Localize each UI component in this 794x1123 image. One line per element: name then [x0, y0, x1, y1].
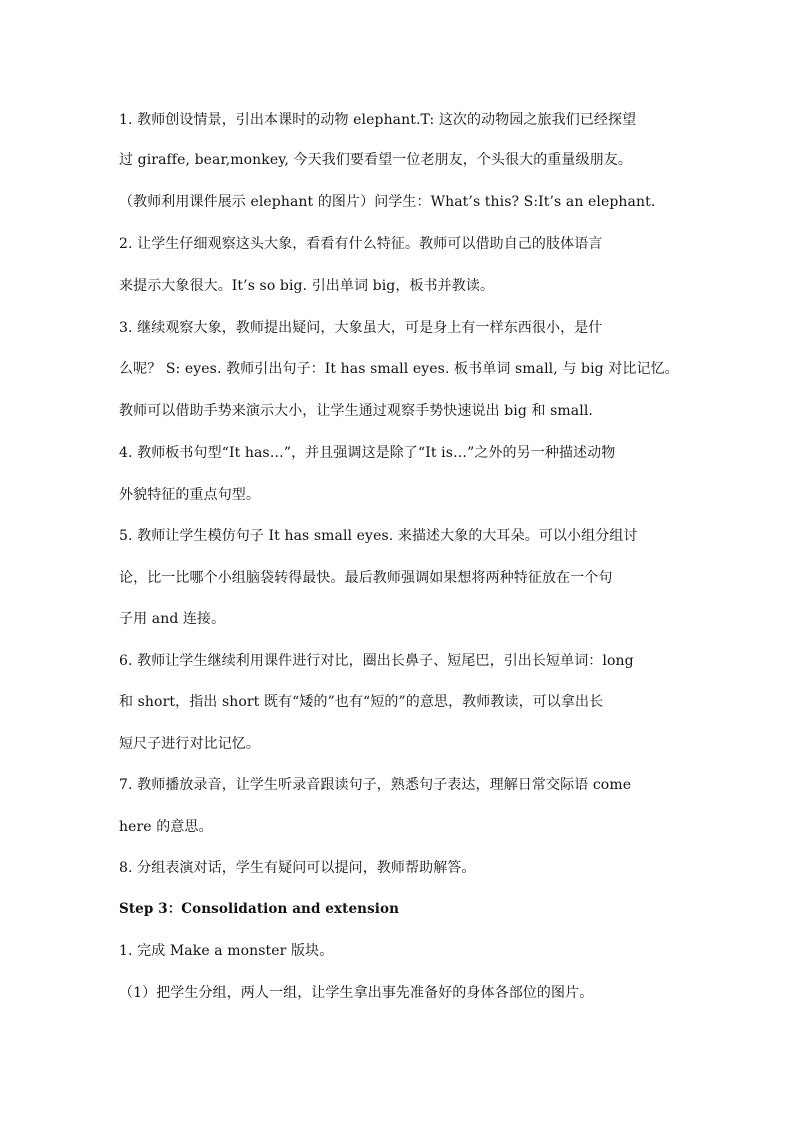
paragraph-line: 6. 教师让学生继续利用课件进行对比，圈出长鼻子、短尾巴，引出长短单词：long [119, 653, 634, 669]
section-heading: Step 3：Consolidation and extension [119, 901, 400, 917]
paragraph-line: 4. 教师板书句型“It has…”，并且强调这是除了“It is…”之外的另一种描述动物 [119, 445, 616, 461]
paragraph-line: 1. 完成 Make a monster 版块。 [119, 943, 334, 959]
paragraph-line: 8. 分组表演对话，学生有疑问可以提问，教师帮助解答。 [119, 860, 476, 876]
paragraph-line: 子用 and 连接。 [119, 611, 226, 627]
paragraph-line: here 的意思。 [119, 819, 213, 835]
paragraph-line: 来提示大象很大。It’s so big. 引出单词 big，板书并教读。 [119, 278, 495, 294]
paragraph-line: 3. 继续观察大象，教师提出疑问，大象虽大，可是身上有一样东西很小，是什 [119, 320, 603, 336]
paragraph-line: 7. 教师播放录音，让学生听录音跟读句子，熟悉句子表达，理解日常交际语 come [119, 777, 632, 793]
paragraph-line: 1. 教师创设情景，引出本课时的动物 elephant.T: 这次的动物园之旅我们已经探望 [119, 112, 637, 128]
paragraph-line: 和 short，指出 short 既有“矮的”也有“短的”的意思，教师教读，可以拿出长 [119, 694, 604, 710]
paragraph-line: （教师利用课件展示 elephant 的图片）问学生：What’s this? S:It’s an elephant. [119, 194, 656, 210]
paragraph-line: 短尺子进行对比记忆。 [119, 736, 260, 752]
paragraph-line: 教师可以借助手势来演示大小，让学生通过观察手势快速说出 big 和 small. [119, 403, 593, 419]
paragraph-line: 么呢？ S: eyes. 教师引出句子：It has small eyes. 板书单词 small, 与 big 对比记忆。 [119, 361, 679, 377]
paragraph-line: 外貌特征的重点句型。 [119, 487, 260, 503]
paragraph-line: 过 giraffe, bear,monkey, 今天我们要看望一位老朋友，个头很大的重量级朋友。 [119, 152, 632, 168]
paragraph-line: （1）把学生分组，两人一组，让学生拿出事先准备好的身体各部位的图片。 [119, 985, 594, 1001]
paragraph-line: 5. 教师让学生模仿句子 It has small eyes. 来描述大象的大耳朵。可以小组分组讨 [119, 528, 638, 544]
paragraph-line: 2. 让学生仔细观察这头大象，看看有什么特征。教师可以借助自己的肢体语言 [119, 236, 603, 252]
paragraph-line: 论，比一比哪个小组脑袋转得最快。最后教师强调如果想将两种特征放在一个句 [119, 570, 613, 586]
